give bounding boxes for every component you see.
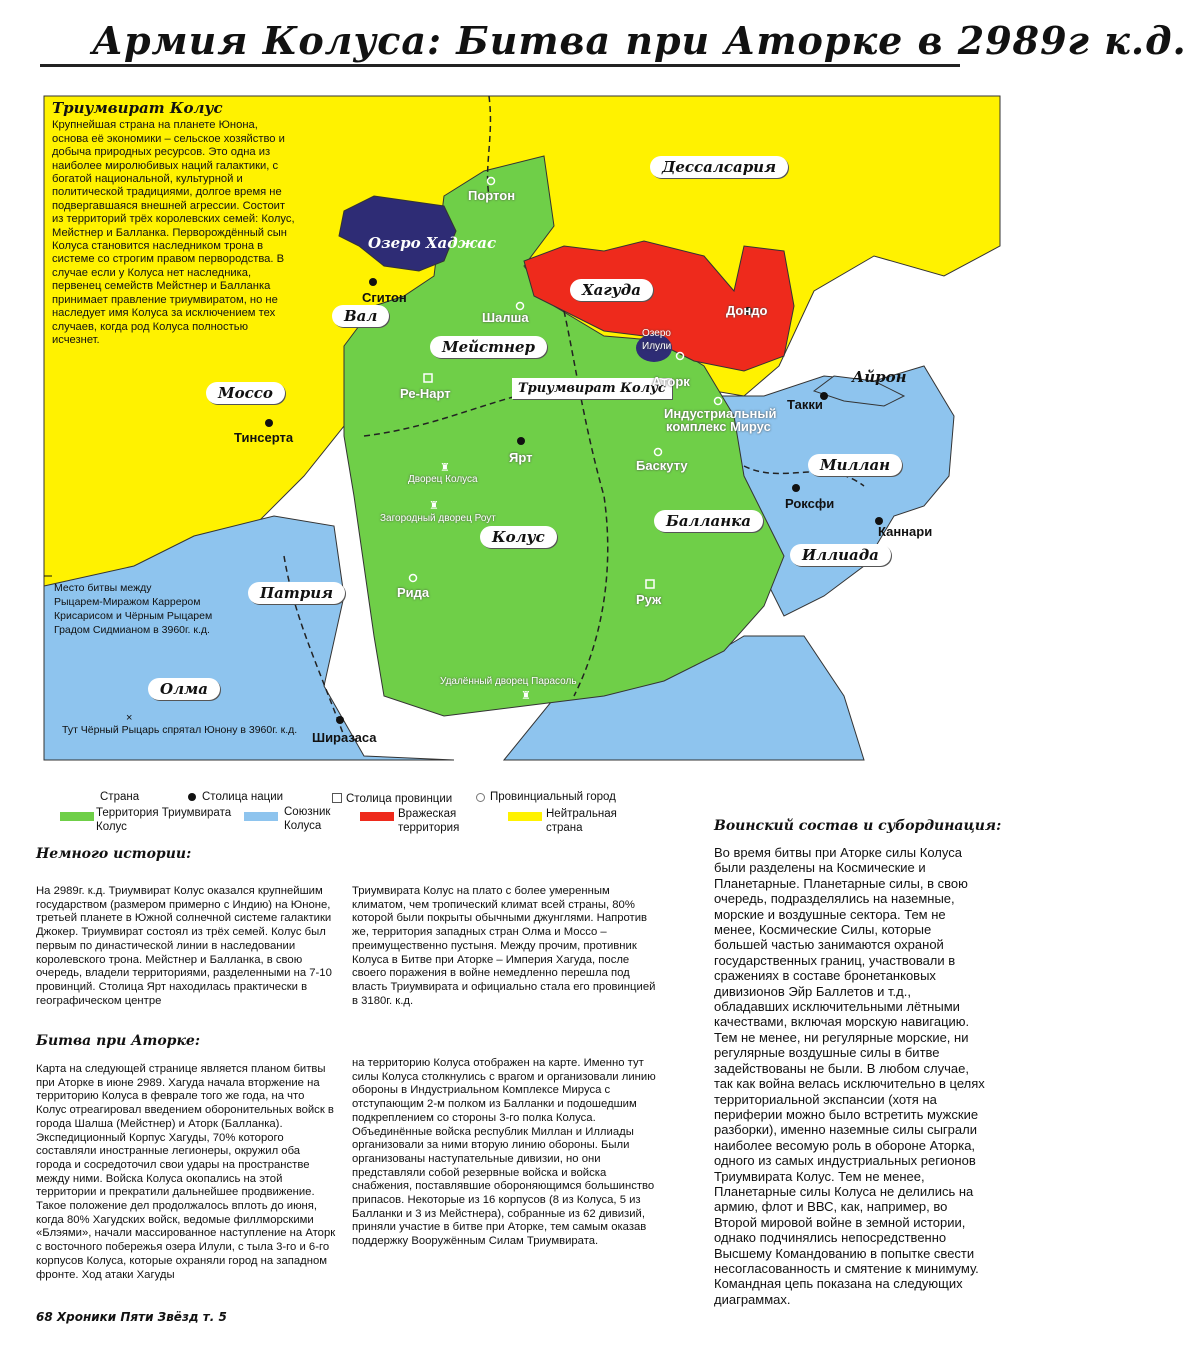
label-balanka: Балланка [654,510,763,532]
city-tinserta: Тинсерта [234,430,294,445]
city-roksfi: Роксфи [785,496,835,511]
label-meistner: Мейстнер [430,336,547,358]
label-ozero-iluli-1: Озеро [642,328,671,339]
label-olma: Олма [148,678,220,700]
title-underline [40,64,960,67]
label-millan: Миллан [808,454,902,476]
legend-province-capital-box [332,793,342,803]
city-ruzh: Руж [636,592,662,607]
info-text: Крупнейшая страна на планете Юнона, основа её экономики – сельское хозяйство и добыча природных ресурсов. Это одна из наиболее миролюбивых наций галактики, с богатой национальной, культурной и политической традициями, долгое время не подвергавшаяся внешней агрессии. Состоит из территорий трёх королевских семей: Колус, Мейстнер и Балланка. Перворождённый сын Колуса становится наследником трона в системе со строгим правом первородства. В случае если у Колуса нет наследника, первенец семейств Мейстнер и Балланка принимает правление триумвиратом, но не наследует имя Колуса за исключением тех случаев, когда род Колуса полностью исчезнет. [52,119,295,346]
note-battle-1: Место битвы между [54,582,152,594]
city-dondo: Дондо [726,303,768,318]
city-shalsha: Шалша [482,310,529,325]
legend-neutral-2: страна [546,822,583,834]
legend-neutral-swatch [508,812,542,821]
landmark-palace-kolusa: Дворец Колуса [408,474,478,485]
city-kannari: Каннари [878,524,933,539]
history-title: Немного истории: [36,846,192,862]
label-illiada: Иллиада [790,544,891,566]
svg-text:♜: ♜ [440,462,450,474]
landmark-palace-parasol: Удалённый дворец Парасоль [440,676,577,687]
label-ozero-iluli-2: Илули [642,341,672,352]
svg-text:♜: ♜ [521,690,531,702]
label-khaguda: Хагуда [570,279,653,301]
legend-triumvirate-2: Колус [96,821,127,833]
legend-country: Страна [100,791,140,803]
military-title: Воинский состав и субординация: [714,818,1002,834]
history-col1: На 2989г. к.д. Триумвират Колус оказался крупнейшим государством (размером примерно с Индию) на Юноне, третьей планете в Южной солнечной системе галактики Джокер. Триумвират состоял из трёх семей. Колус был первым по династической линии в наследовании королевского трона. Мейстнер и Балланка, в свою очередь, владели территориями, разделенными на 7-10 провинций. Столица Ярт находилась практически в географическом центре [36,885,332,1007]
label-kolus: Колус [480,526,557,548]
label-triumvirate: Триумвират Колус [512,378,672,399]
city-atork: Аторк [652,374,690,389]
legend-enemy-2: территория [398,822,460,834]
note-battle-2: Рыцарем-Миражом Каррером [54,596,201,608]
footer: 68 Хроники Пяти Звёзд т. 5 [36,1310,227,1324]
history-col2: Триумвирата Колус на плато с более умеренным климатом, чем тропический климат всей страны, 80% которой были покрыты обычными джунглями. Напротив же, территория западных стран Олма и Моссо – преимущественно пустыня. Между прочим, противник Колуса в Битве при Аторке – Империя Хагуда, после своего поражения в войне немедленно перешла под власть Триумвирата и официально стала его провинцией в 3180г. к.д. [352,885,656,1007]
legend-enemy-swatch [360,812,394,821]
label-mosso: Моссо [206,382,285,404]
svg-text:♜: ♜ [429,500,439,512]
legend-province-city-ring [476,793,485,802]
note-hid: Тут Чёрный Рыцарь спрятал Юнону в 3960г. к.д. [62,724,298,736]
label-val: Вал [332,305,389,327]
label-dessalsaria: Дессалсария [650,156,788,178]
city-industrial-2: комплекс Мирус [666,419,771,434]
city-shirazasa: Ширазаса [312,730,377,745]
legend-capital: Столица нации [202,791,284,803]
legend-capital-dot [188,793,196,801]
city-yart: Ярт [509,450,533,465]
battle-col2: на территорию Колуса отображен на карте. Именно тут силы Колуса столкнулись с врагом и организовали линию обороны в Индустриальном Комплексе Мируса с отступающим 2-м полком из Балланки и подошедшим подкреплением со стороны 3-го полка Колуса. Объединённые войска республик Миллан и Иллиады организовали за ними вторую линию обороны. Были организованы наступательные дивизии, но они представляли собой резервные войска и войска снабжения, поставлявшие обороняющимся большинство припасов. Некоторые из 16 корпусов (8 из Колуса, 5 из Балланки и 3 из Мейстнера), собранные из 62 дивизий, приняли участие в битве при Аторке, тем самым оказав поддержку Вооружённым Силам Триумвирата. [352,1057,656,1248]
label-airon: Айрон [852,368,907,386]
city-baskutu: Баскуту [636,458,688,473]
city-sgiton: Сгитон [362,290,407,305]
page-title: Армия Колуса: Битва при Аторке в 2989г к.д. [92,18,1187,63]
legend-province-capital: Столица провинции [346,793,453,805]
landmark-palace-rout: Загородный дворец Роут [380,513,496,524]
svg-text:×: × [126,712,133,724]
city-porton: Портон [468,188,516,203]
note-battle-4: Градом Сидмианом в 3960г. к.д. [54,624,210,636]
legend-neutral-1: Нейтральная [546,808,617,820]
legend-ally-2: Колуса [284,820,322,832]
city-industrial-1: Индустриальный [664,406,777,421]
legend-enemy-1: Вражеская [398,808,457,820]
info-box [52,99,297,347]
note-battle-3: Крисарисом и Чёрным Рыцарем [54,610,213,622]
label-ozero-khadzhas: Озеро Хаджас [368,234,497,252]
legend-ally-swatch [244,812,278,821]
city-re-nart: Ре-Нарт [400,386,451,401]
info-title: Триумвират Колус [52,99,223,117]
military-text: Во время битвы при Аторке силы Колуса были разделены на Космические и Планетарные. Планетарные силы, в свою очередь, подразделялись на наземные, морские и воздушные сектора. Тем не менее, Космические Силы, которые большей частью занимаются охраной государственных границ, участвовали в сражениях в составе бронетанковых дивизионов Эйр Баллетов и т.д., обладавших исключительными лётными качествами, включая морскую навигацию. Тем не менее, ни регулярные морские, ни регулярные воздушные силы в битве задействованы не были. В любом случае, так как война велась исключительно в целях территориальной экспансии (хотя на периферии можно было встретить мужские разборки), именно наземные силы сыграли наиболее весомую роль в обороне Аторка, одного из самых индустриальных регионов Триумвирата Колус. Тем не менее, Планетарные силы Колуса не делились на армию, флот и ВВС, как, например, во Второй мировой войне в земной истории, однако подчинялись непосредственно Высшему Командованию в попытке свести несогласованность и смятение к минимуму. Командная цепь показана на следующих диаграммах. [714,845,985,1307]
legend-triumvirate-swatch [60,812,94,821]
legend-province-city: Провинциальный город [490,791,616,803]
city-takki: Такки [787,397,823,412]
legend-triumvirate-1: Территория Триумвирата [96,807,232,819]
legend-ally-1: Союзник [284,806,331,818]
battle-title: Битва при Аторке: [36,1033,201,1049]
city-rida: Рида [397,585,430,600]
battle-col1: Карта на следующей странице является планом битвы при Аторке в июне 2989. Хагуда начала вторжение на территорию Колуса в феврале того же года, на что Колус отреагировал введением оборонительных войск в города Шалша (Мейстнер) и Аторк (Балланка). Экспедиционный Корпус Хагуды, 70% которого составляли иностранные легионеры, окружил оба города и сосредоточил свои удары на пространстве между ними. Войска Колуса окопались на этой территории и прекратили дальнейшее продвижение. Такое положение дел продолжалось вплоть до июня, когда 80% Хагудских войск, ведомые филлморскими «Блэями», начали массированное наступление на Аторк с восточного побережья озера Илули, с тыла 3-го и 6-го корпусов Колуса, которые охраняли город на западном фронте. Ход атаки Хагуды [36,1063,336,1281]
label-patria: Патрия [248,582,345,604]
